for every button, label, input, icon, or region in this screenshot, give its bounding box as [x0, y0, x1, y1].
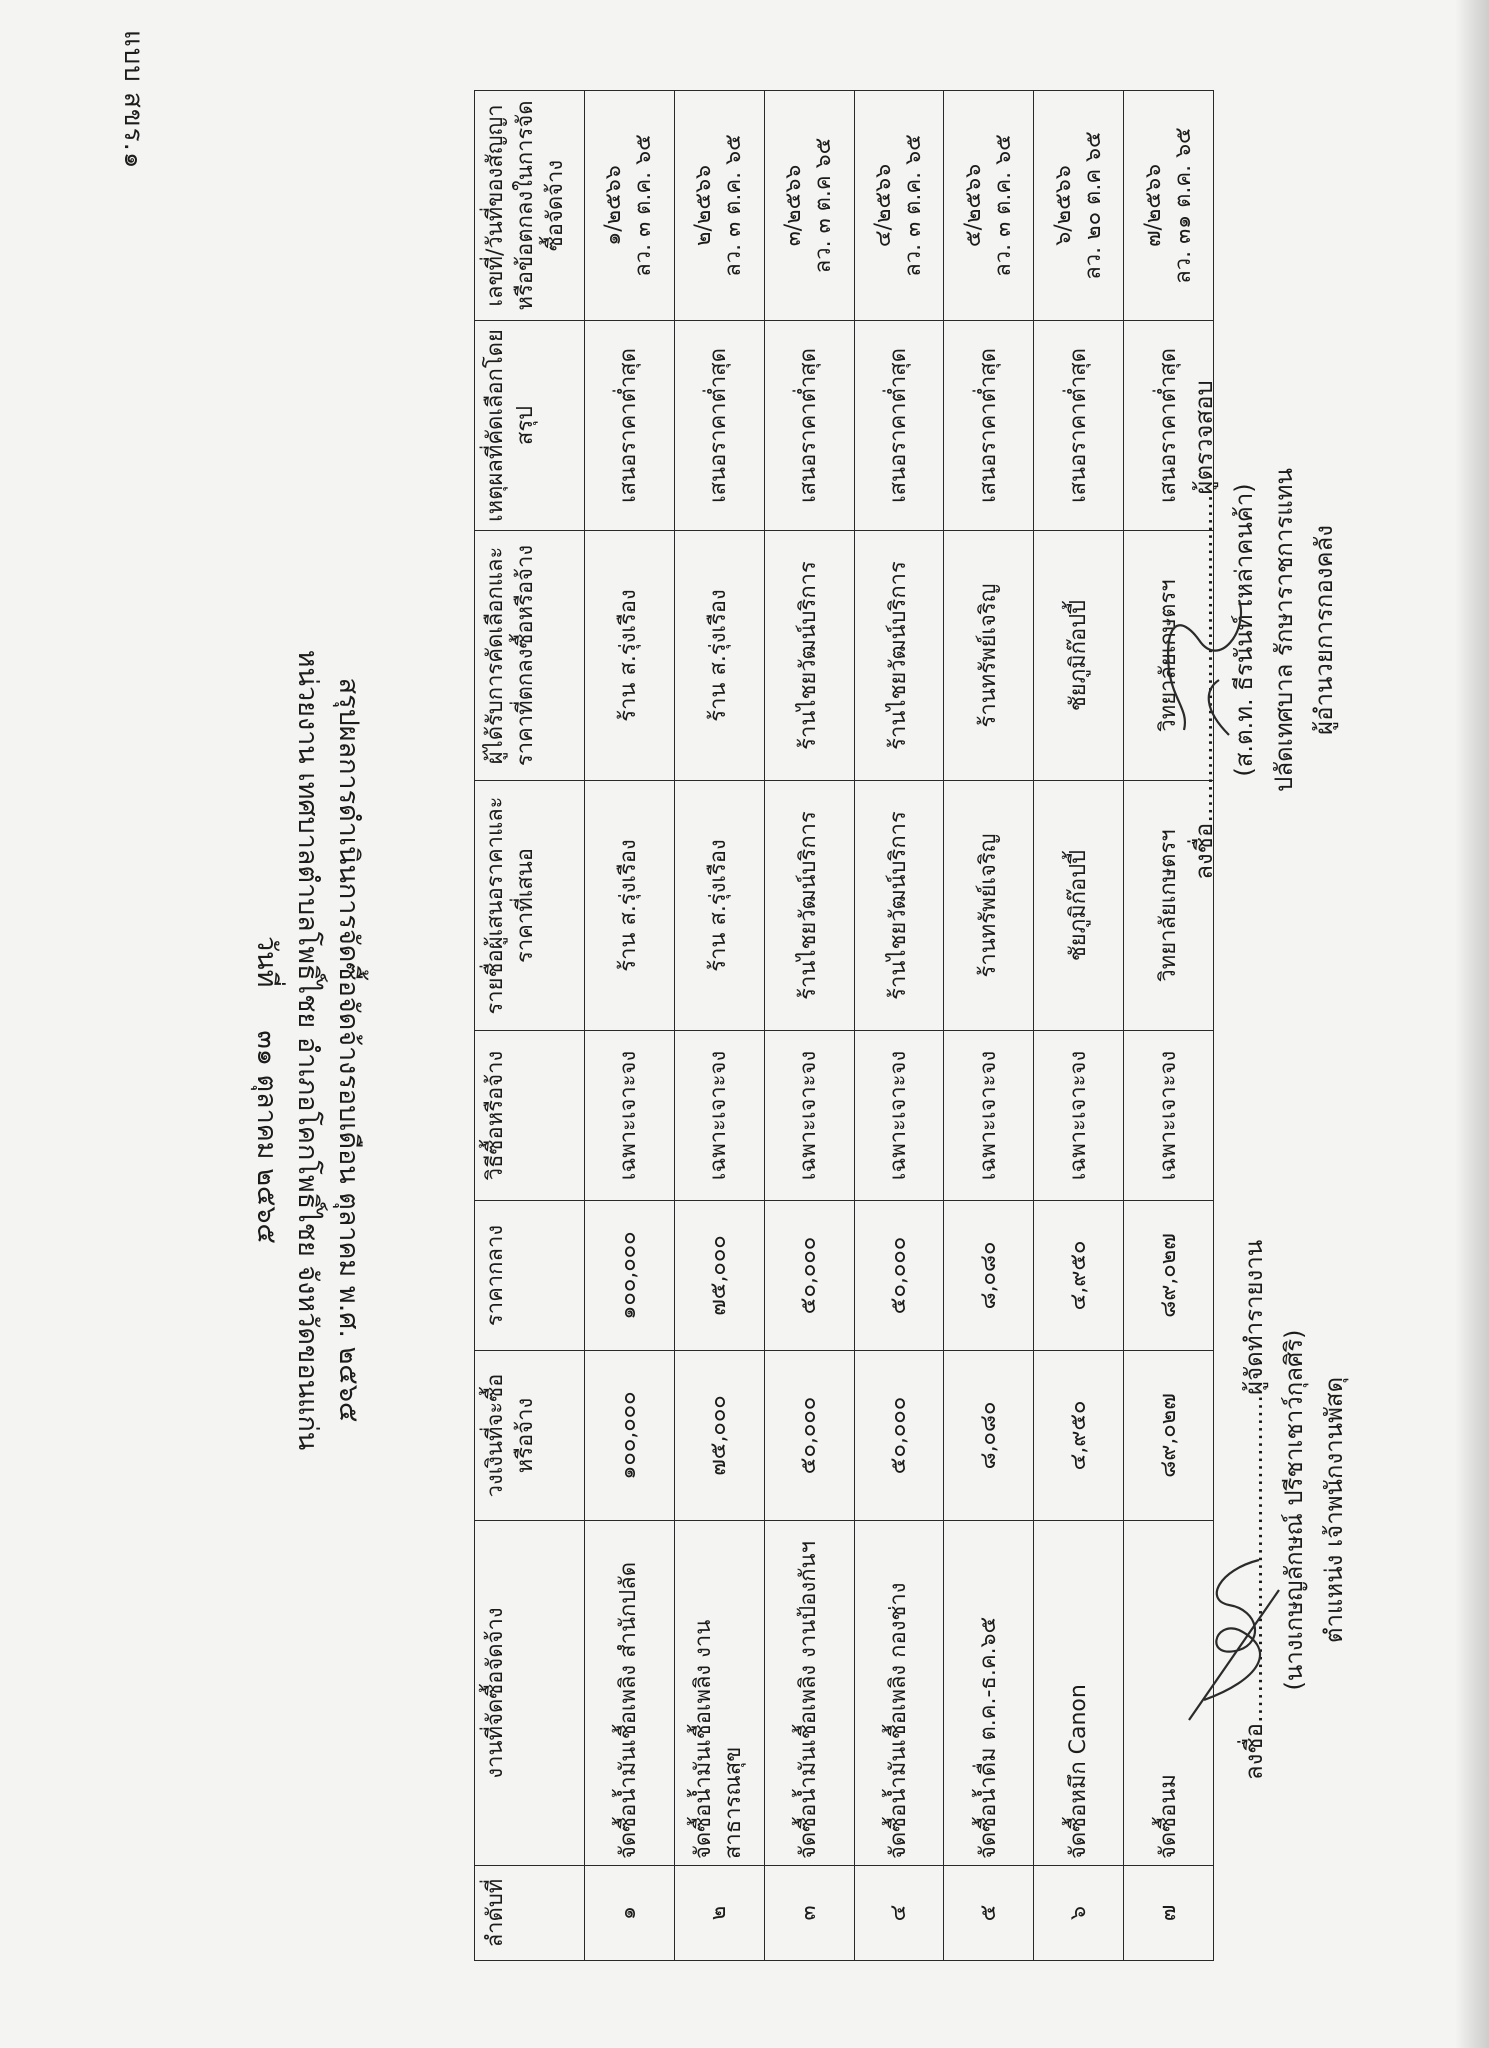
row-bidder: ชัยภูมิก๊อปปี้: [1034, 781, 1124, 1031]
row-contract: [585, 91, 675, 321]
table-row: [585, 91, 675, 1961]
verifier-handwritten-signature: [1149, 560, 1259, 760]
row-budget: ๑๐๐,๐๐๐: [585, 1351, 675, 1521]
row-median-price: ๘,๐๘๐: [944, 1201, 1034, 1351]
row-contract-no: ๔/๒๕๖๖: [870, 163, 896, 248]
verifier-name: (ส.ต.ท. ธีรนันท์ เหล่าคนค้า): [1230, 483, 1258, 777]
row-no: ๔: [854, 1866, 944, 1961]
report-agency: หน่วยงาน เทศบาลตำบลโพธิ์ไชย อำเภอโคกโพธิ์ไชย จังหวัดขอนแก่น: [292, 649, 323, 1451]
row-winner: ร้านไชยวัฒน์บริการ: [854, 531, 944, 781]
row-winner: ร้านไชยวัฒน์บริการ: [764, 531, 854, 781]
row-median-price: ๕๐,๐๐๐: [854, 1201, 944, 1351]
row-budget: ๕๐,๐๐๐: [764, 1351, 854, 1521]
header-no: ลำดับที่: [475, 1866, 585, 1961]
table-header-row: [475, 91, 585, 1961]
row-contract-date: ลว. ๓ ต.ค. ๖๕: [990, 134, 1016, 277]
row-contract-no: ๗/๒๕๖๖: [1140, 163, 1166, 248]
header-reason: เหตุผลที่คัดเลือกโดยสรุป: [475, 321, 585, 531]
row-contract: [674, 91, 764, 321]
header-method: วิธีซื้อหรือจ้าง: [475, 1031, 585, 1201]
table-row: [944, 91, 1034, 1961]
row-method: เฉพาะเจาะจง: [764, 1031, 854, 1201]
row-item: จัดซื้อหมึก Canon: [1034, 1521, 1124, 1866]
row-reason: เสนอราคาต่ำสุด: [854, 321, 944, 531]
row-no: ๓: [764, 1866, 854, 1961]
form-code: แบบ สขร.๑: [118, 30, 148, 170]
row-bidder: ร้าน ส.รุ่งเรือง: [585, 781, 675, 1031]
row-contract: [944, 91, 1034, 321]
row-median-price: ๘๙,๐๒๗: [1124, 1201, 1214, 1351]
row-contract-no: ๕/๒๕๖๖: [960, 163, 986, 248]
row-reason: เสนอราคาต่ำสุด: [1124, 321, 1214, 531]
row-winner: วิทยาลัยเกษตรฯ: [1124, 531, 1214, 781]
header-budget: วงเงินที่จะซื้อหรือจ้าง: [475, 1351, 585, 1521]
row-item: จัดซื้อนม: [1124, 1521, 1214, 1866]
row-method: เฉพาะเจาะจง: [854, 1031, 944, 1201]
row-contract-no: ๑/๒๕๖๖: [601, 165, 627, 246]
row-winner: ร้านทรัพย์เจริญ: [944, 531, 1034, 781]
verifier-position-2: ผู้อำนวยการกองคลัง: [1310, 525, 1338, 735]
row-no: ๗: [1124, 1866, 1214, 1961]
report-date-label: วันที่: [251, 935, 282, 988]
row-budget: ๗๕,๐๐๐: [674, 1351, 764, 1521]
row-bidder: ร้านทรัพย์เจริญ: [944, 781, 1034, 1031]
row-contract-no: ๖/๒๕๖๖: [1050, 165, 1076, 246]
row-winner: ชัยภูมิก๊อปปี้: [1034, 531, 1124, 781]
table-row: [1034, 91, 1124, 1961]
header-item: งานที่จัดซื้อจัดจ้าง: [475, 1521, 585, 1866]
header-contract: เลขที่/วันที่ของสัญญาหรือข้อตกลงในการจัดซื้อจัดจ้าง: [475, 91, 585, 321]
row-method: เฉพาะเจาะจง: [674, 1031, 764, 1201]
row-method: เฉพาะเจาะจง: [1124, 1031, 1214, 1201]
row-contract-date: ลว. ๓ ต.ค. ๖๕: [900, 134, 926, 277]
procurement-table: [474, 90, 1214, 1961]
row-contract-date: ลว. ๒๐ ต.ค ๖๕: [1080, 131, 1106, 280]
row-bidder: วิทยาลัยเกษตรฯ: [1124, 781, 1214, 1031]
row-contract-no: ๓/๒๕๖๖: [781, 164, 807, 247]
row-contract: [854, 91, 944, 321]
row-reason: เสนอราคาต่ำสุด: [944, 321, 1034, 531]
row-reason: เสนอราคาต่ำสุด: [585, 321, 675, 531]
report-date-value: ๓๑ ตุลาคม ๒๕๖๕: [251, 1030, 282, 1244]
row-contract: [1124, 91, 1214, 321]
row-item: จัดซื้อน้ำมันเชื้อเพลิง สำนักปลัด: [585, 1521, 675, 1866]
table-row: [674, 91, 764, 1961]
row-bidder: ร้านไชยวัฒน์บริการ: [764, 781, 854, 1031]
row-median-price: ๑๐๐,๐๐๐: [585, 1201, 675, 1351]
report-title-block: [246, 180, 369, 1920]
row-median-price: ๕๐,๐๐๐: [764, 1201, 854, 1351]
table-row: [764, 91, 854, 1961]
header-median-price: ราคากลาง: [475, 1201, 585, 1351]
row-reason: เสนอราคาต่ำสุด: [764, 321, 854, 531]
reporter-handwritten-signature: [1179, 1530, 1299, 1730]
report-title: สรุปผลการดำเนินการจัดซื้อจัดจ้างรอบเดือน ตุลาคม พ.ศ. ๒๕๖๕: [333, 677, 364, 1423]
row-winner: ร้าน ส.รุ่งเรือง: [585, 531, 675, 781]
reporter-name: (นางเกษญลักษณ์ ปรีชาเชาว์กุลศิริ): [1280, 1329, 1308, 1691]
row-median-price: ๔,๙๕๐: [1034, 1201, 1124, 1351]
row-item: จัดซื้อน้ำมันเชื้อเพลิง งานป้องกันฯ: [764, 1521, 854, 1866]
row-contract-no: ๒/๒๕๖๖: [691, 165, 717, 246]
row-item: จัดซื้อน้ำมันเชื้อเพลิง งานสาธารณสุข: [674, 1521, 764, 1866]
row-item: จัดซื้อน้ำมันเชื้อเพลิง กองช่าง: [854, 1521, 944, 1866]
row-median-price: ๗๕,๐๐๐: [674, 1201, 764, 1351]
table-row: [854, 91, 944, 1961]
row-contract: [1034, 91, 1124, 321]
reporter-sign-dots: ...........................................: [1240, 1394, 1268, 1723]
row-budget: ๕๐,๐๐๐: [854, 1351, 944, 1521]
verifier-role-label: ผู้ตรวจสอบ: [1190, 380, 1218, 495]
row-contract-date: ลว. ๓๑ ต.ค. ๖๕: [1170, 127, 1196, 284]
row-contract: [764, 91, 854, 321]
row-contract-date: ลว. ๓ ต.ค. ๖๕: [631, 134, 657, 277]
row-winner: ร้าน ส.รุ่งเรือง: [674, 531, 764, 781]
row-budget: ๘๙,๐๒๗: [1124, 1351, 1214, 1521]
row-no: ๑: [585, 1866, 675, 1961]
row-reason: เสนอราคาต่ำสุด: [1034, 321, 1124, 531]
row-reason: เสนอราคาต่ำสุด: [674, 321, 764, 531]
row-bidder: ร้านไชยวัฒน์บริการ: [854, 781, 944, 1031]
reporter-role-label: ผู้จัดทำรายงาน: [1240, 1239, 1268, 1395]
row-item: จัดซื้อน้ำดื่ม ต.ค.-ธ.ค.๖๕: [944, 1521, 1034, 1866]
verifier-position: ปลัดเทศบาล รักษาราชการแทน: [1270, 468, 1298, 792]
row-contract-date: ลว. ๓ ต.ค ๖๕: [811, 137, 837, 274]
row-method: เฉพาะเจาะจง: [1034, 1031, 1124, 1201]
row-method: เฉพาะเจาะจง: [585, 1031, 675, 1201]
header-winner: ผู้ได้รับการคัดเลือกและราคาที่ตกลงซื้อหรือจ้าง: [475, 531, 585, 781]
header-bidders: รายชื่อผู้เสนอราคาและราคาที่เสนอ: [475, 781, 585, 1031]
row-budget: ๔,๙๕๐: [1034, 1351, 1124, 1521]
report-date: [246, 180, 287, 1920]
row-no: ๕: [944, 1866, 1034, 1961]
row-method: เฉพาะเจาะจง: [944, 1031, 1034, 1201]
row-budget: ๘,๐๘๐: [944, 1351, 1034, 1521]
row-no: ๖: [1034, 1866, 1124, 1961]
row-bidder: ร้าน ส.รุ่งเรือง: [674, 781, 764, 1031]
verifier-sign-dots: ...........................................: [1190, 494, 1218, 823]
reporter-sign-label: ลงชื่อ: [1240, 1722, 1268, 1781]
row-contract-date: ลว. ๓ ต.ค. ๖๕: [721, 134, 747, 277]
verifier-sign-label: ลงชื่อ: [1190, 822, 1218, 880]
row-no: ๒: [674, 1866, 764, 1961]
reporter-position: ตำแหน่ง เจ้าพนักงานพัสดุ: [1320, 1376, 1348, 1644]
